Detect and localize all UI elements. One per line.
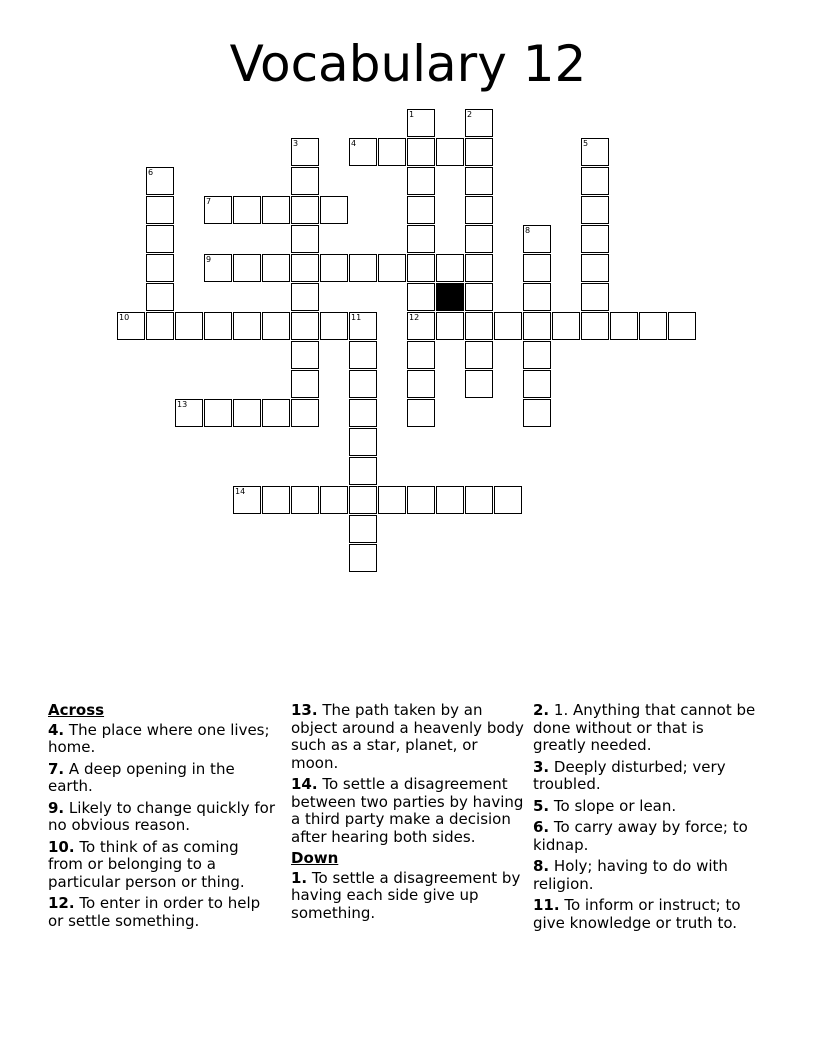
grid-cell[interactable] <box>494 486 522 514</box>
grid-cell[interactable] <box>349 370 377 398</box>
grid-cell[interactable] <box>146 196 174 224</box>
clue-number: 9 <box>206 255 212 264</box>
grid-cell[interactable] <box>610 312 638 340</box>
grid-cell[interactable] <box>523 370 551 398</box>
grid-cell[interactable] <box>262 399 290 427</box>
grid-cell[interactable] <box>291 399 319 427</box>
grid-cell[interactable] <box>291 370 319 398</box>
clues-column-2 <box>291 702 525 926</box>
grid-cell[interactable] <box>233 399 261 427</box>
across-heading: Across <box>48 701 105 719</box>
grid-cell[interactable] <box>233 312 261 340</box>
grid-cell[interactable] <box>262 312 290 340</box>
clue-across-10: 10. To think of as coming from or belonging to a particular person or thing. <box>48 837 245 891</box>
clue-number: 10 <box>119 313 130 322</box>
grid-cell[interactable] <box>291 283 319 311</box>
clue-number: 11 <box>351 313 362 322</box>
clue-across-13: 13. The path taken by an object around a heavenly body such as a star, planet, or moon. <box>291 701 524 772</box>
grid-cell[interactable] <box>407 312 435 340</box>
grid-cell[interactable] <box>407 283 435 311</box>
clue-down-1: 1. To settle a disagreement by having each side give up something. <box>291 868 521 922</box>
blocked-cell <box>436 283 464 311</box>
grid-cell[interactable] <box>436 312 464 340</box>
clue-across-4: 4. The place where one lives; home. <box>48 720 270 756</box>
grid-cell[interactable] <box>291 167 319 195</box>
grid-cell[interactable] <box>465 283 493 311</box>
grid-cell[interactable] <box>581 312 609 340</box>
clue-down-11: 11. To inform or instruct; to give knowledge or truth to. <box>533 896 741 932</box>
clue-number: 4 <box>351 139 357 148</box>
grid-cell[interactable] <box>378 138 406 166</box>
grid-cell[interactable] <box>407 138 435 166</box>
clue-down-6: 6. To carry away by force; to kidnap. <box>533 818 748 854</box>
clues-column-1 <box>48 702 278 934</box>
grid-cell[interactable] <box>320 196 348 224</box>
clue-across-9: 9. Likely to change quickly for no obvious reason. <box>48 798 276 834</box>
grid-cell[interactable] <box>523 341 551 369</box>
clue-number: 1 <box>409 110 415 119</box>
clue-down-2: 2. 1. Anything that cannot be done without or that is greatly needed. <box>533 701 756 754</box>
clue-down-3: 3. Deeply disturbed; very troubled. <box>533 757 726 793</box>
grid-cell[interactable] <box>175 399 203 427</box>
clue-number: 6 <box>148 168 154 177</box>
grid-cell[interactable] <box>523 312 551 340</box>
clue-number: 13 <box>177 400 188 409</box>
grid-cell[interactable] <box>465 138 493 166</box>
grid-cell[interactable] <box>349 254 377 282</box>
grid-cell[interactable] <box>436 138 464 166</box>
grid-cell[interactable] <box>581 167 609 195</box>
grid-cell[interactable] <box>407 399 435 427</box>
grid-cell[interactable] <box>349 399 377 427</box>
grid-cell[interactable] <box>320 254 348 282</box>
grid-cell[interactable] <box>378 254 406 282</box>
grid-cell[interactable] <box>291 312 319 340</box>
grid-cell[interactable] <box>349 341 377 369</box>
grid-cell[interactable] <box>407 486 435 514</box>
grid-cell[interactable] <box>146 167 174 195</box>
clue-number: 3 <box>293 139 299 148</box>
grid-cell[interactable] <box>146 283 174 311</box>
grid-cell[interactable] <box>291 254 319 282</box>
grid-cell[interactable] <box>204 196 232 224</box>
clue-number: 14 <box>235 487 246 496</box>
grid-cell[interactable] <box>204 399 232 427</box>
grid-cell[interactable] <box>581 225 609 253</box>
grid-cell[interactable] <box>291 138 319 166</box>
grid-cell[interactable] <box>523 283 551 311</box>
grid-cell[interactable] <box>581 196 609 224</box>
grid-cell[interactable] <box>291 341 319 369</box>
grid-cell[interactable] <box>407 196 435 224</box>
grid-cell[interactable] <box>320 486 348 514</box>
grid-cell[interactable] <box>465 341 493 369</box>
grid-cell[interactable] <box>262 254 290 282</box>
grid-cell[interactable] <box>465 196 493 224</box>
clues-column-3 <box>533 702 758 936</box>
grid-cell[interactable] <box>465 225 493 253</box>
grid-cell[interactable] <box>407 225 435 253</box>
clue-number: 8 <box>525 226 531 235</box>
grid-cell[interactable] <box>349 312 377 340</box>
clue-across-14: 14. To settle a disagreement between two parties by having a third party make a decision after hearing both sides. <box>291 775 524 846</box>
grid-cell[interactable] <box>523 225 551 253</box>
grid-cell[interactable] <box>436 254 464 282</box>
grid-cell[interactable] <box>349 138 377 166</box>
grid-cell[interactable] <box>407 109 435 137</box>
grid-cell[interactable] <box>523 399 551 427</box>
clue-number: 7 <box>206 197 212 206</box>
grid-cell[interactable] <box>204 312 232 340</box>
grid-cell[interactable] <box>581 254 609 282</box>
clue-down-8: 8. Holy; having to do with religion. <box>533 857 728 893</box>
grid-cell[interactable] <box>320 312 348 340</box>
clue-number: 12 <box>409 313 420 322</box>
grid-cell[interactable] <box>639 312 667 340</box>
grid-cell[interactable] <box>262 486 290 514</box>
clue-number: 2 <box>467 110 473 119</box>
grid-cell[interactable] <box>436 486 464 514</box>
grid-cell[interactable] <box>233 486 261 514</box>
grid-cell[interactable] <box>465 109 493 137</box>
grid-cell[interactable] <box>581 283 609 311</box>
grid-cell[interactable] <box>233 196 261 224</box>
grid-cell[interactable] <box>407 254 435 282</box>
grid-cell[interactable] <box>117 312 145 340</box>
clue-across-12: 12. To enter in order to help or settle something. <box>48 894 261 930</box>
grid-cell[interactable] <box>233 254 261 282</box>
grid-cell[interactable] <box>523 254 551 282</box>
grid-cell[interactable] <box>175 312 203 340</box>
grid-cell[interactable] <box>465 486 493 514</box>
grid-cell[interactable] <box>204 254 232 282</box>
grid-cell[interactable] <box>291 225 319 253</box>
down-heading: Down <box>291 849 339 867</box>
grid-cell[interactable] <box>349 428 377 456</box>
grid-cell[interactable] <box>349 515 377 543</box>
grid-cell[interactable] <box>146 312 174 340</box>
grid-cell[interactable] <box>407 167 435 195</box>
clue-down-5: 5. To slope or lean. <box>533 796 677 815</box>
grid-cell[interactable] <box>349 486 377 514</box>
grid-cell[interactable] <box>349 544 377 572</box>
clue-number: 5 <box>583 139 589 148</box>
grid-cell[interactable] <box>581 138 609 166</box>
grid-cell[interactable] <box>465 370 493 398</box>
grid-cell[interactable] <box>465 254 493 282</box>
grid-cell[interactable] <box>407 341 435 369</box>
grid-cell[interactable] <box>291 196 319 224</box>
grid-cell[interactable] <box>465 167 493 195</box>
grid-cell[interactable] <box>378 486 406 514</box>
clue-across-7: 7. A deep opening in the earth. <box>48 759 235 795</box>
grid-cell[interactable] <box>465 312 493 340</box>
page-title: Vocabulary 12 <box>229 35 587 93</box>
grid-cell[interactable] <box>552 312 580 340</box>
grid-cell[interactable] <box>494 312 522 340</box>
grid-cell[interactable] <box>262 196 290 224</box>
grid-cell[interactable] <box>146 225 174 253</box>
grid-cell[interactable] <box>407 370 435 398</box>
grid-cell[interactable] <box>146 254 174 282</box>
grid-cell[interactable] <box>291 486 319 514</box>
grid-cell[interactable] <box>668 312 696 340</box>
grid-cell[interactable] <box>349 457 377 485</box>
